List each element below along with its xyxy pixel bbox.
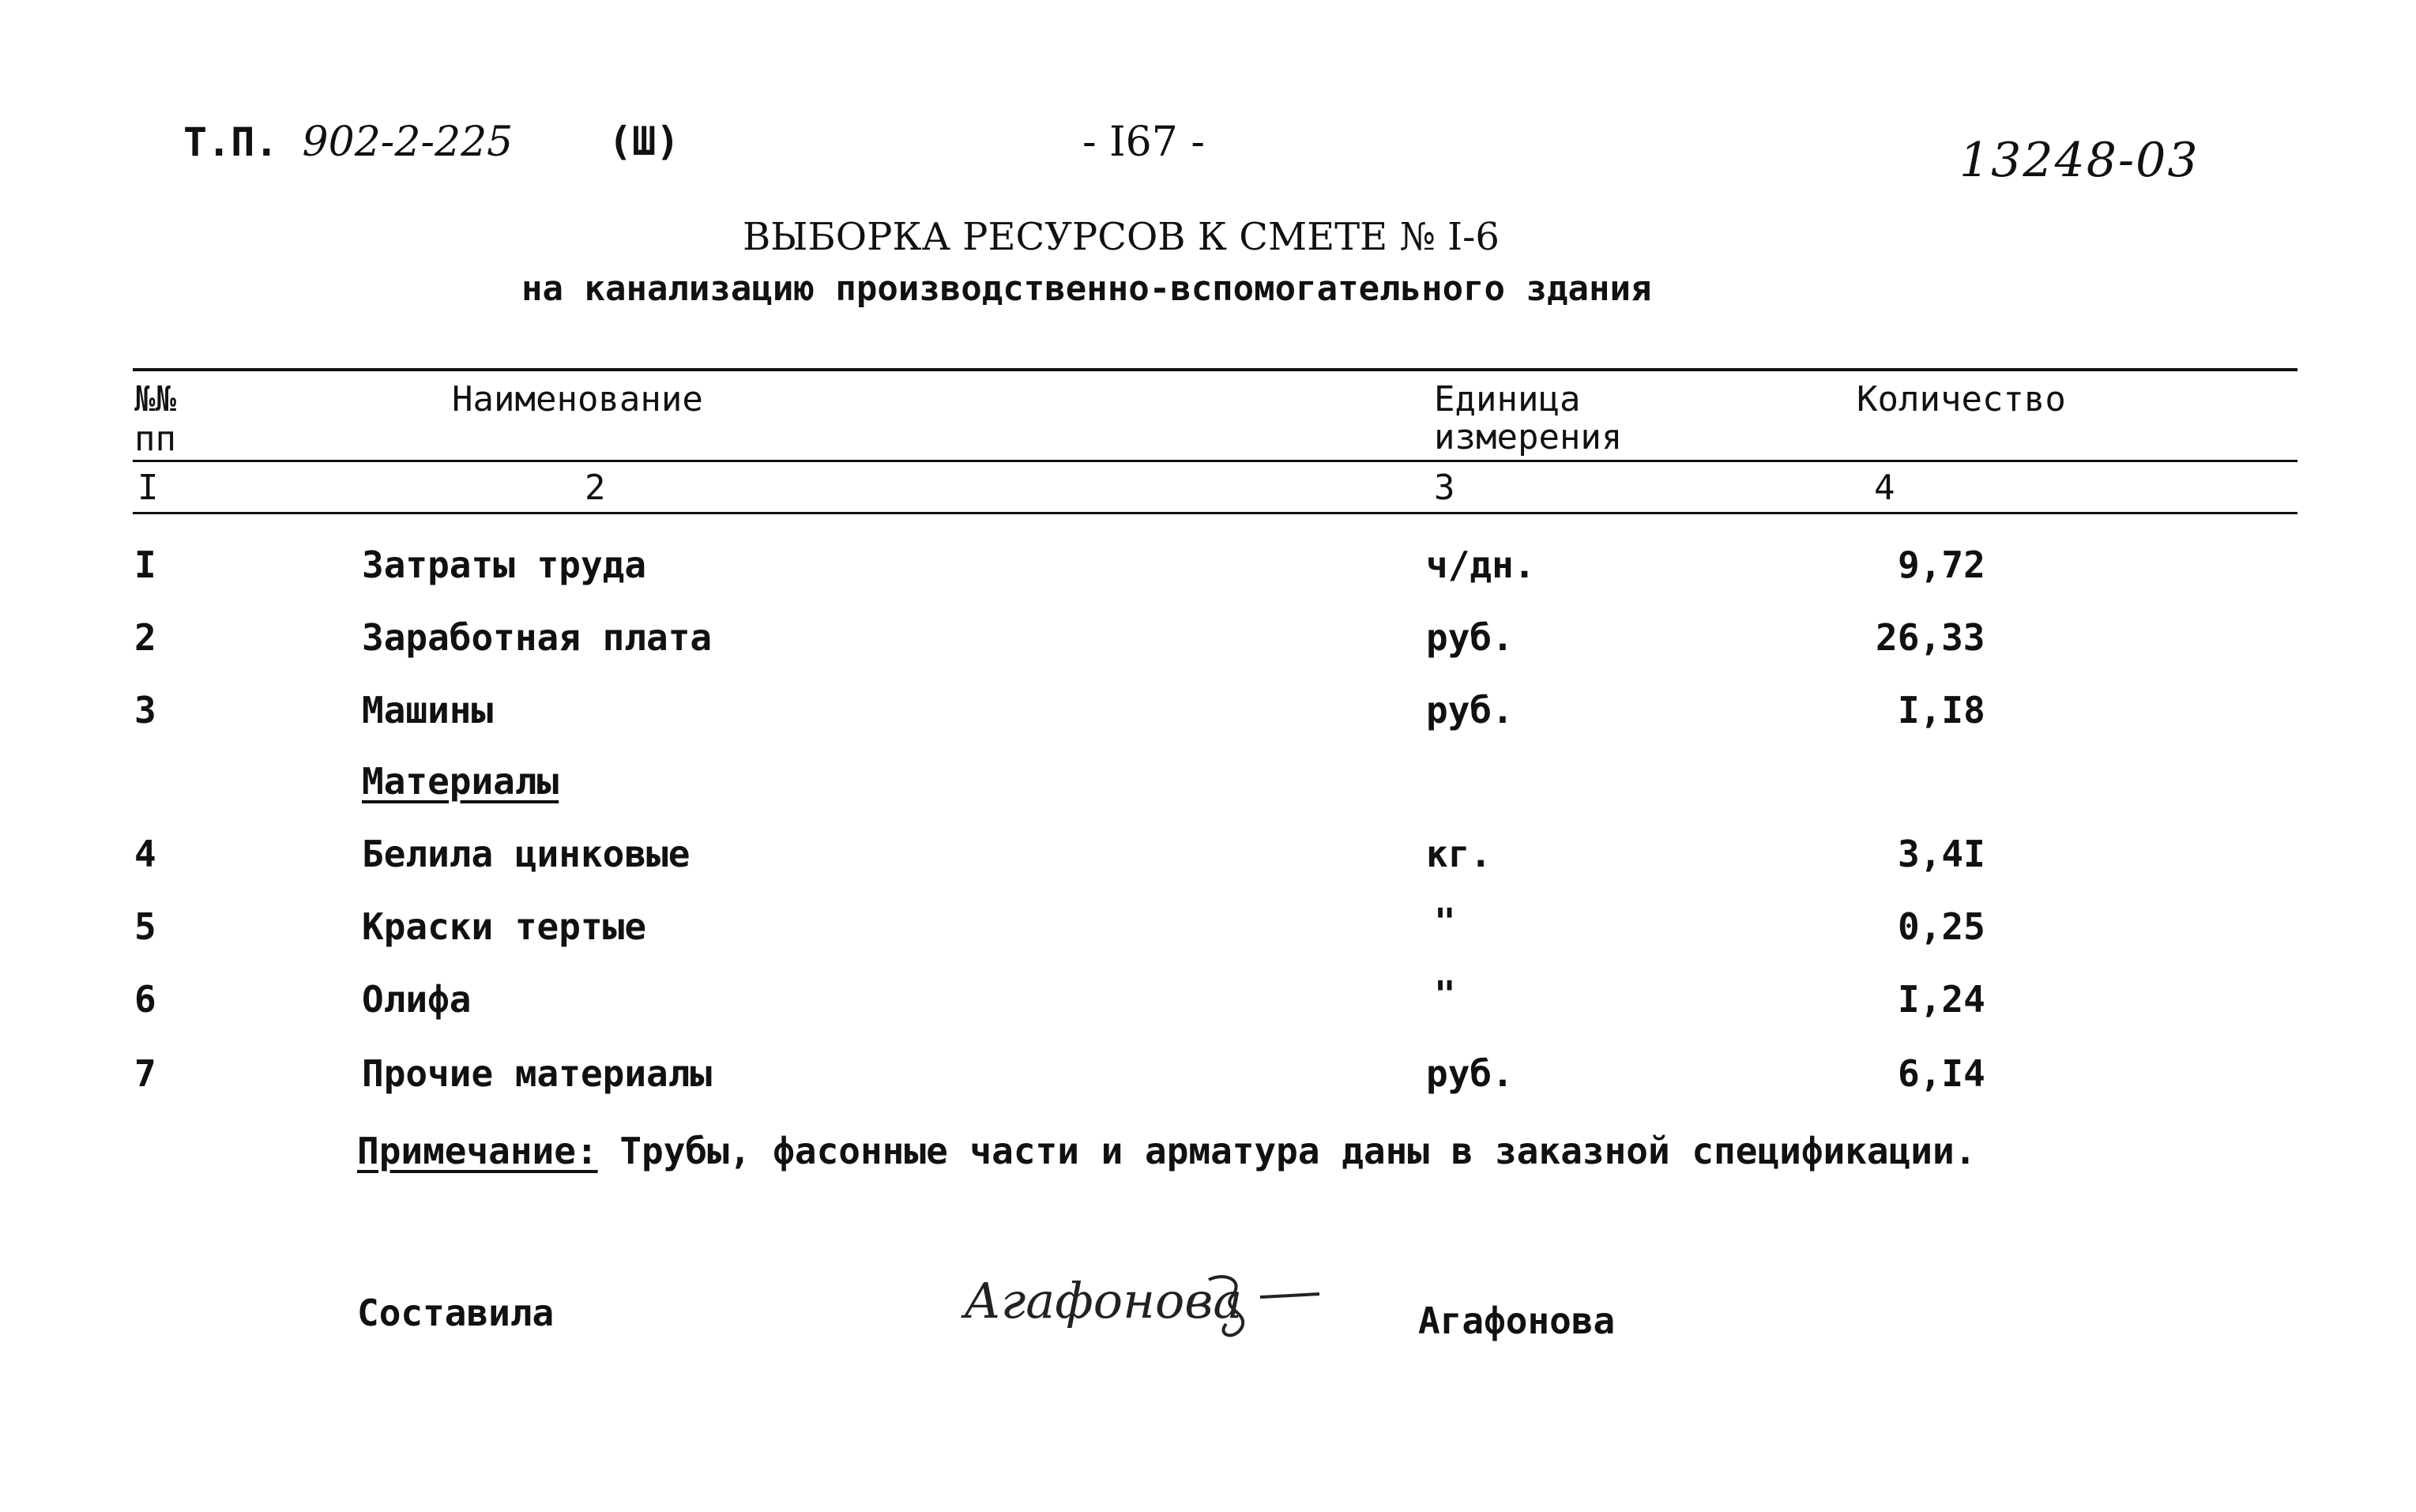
table-top-rule: [133, 368, 2297, 371]
column-number-2: 2: [585, 468, 606, 508]
row-name: Белила цинковые: [362, 833, 691, 875]
row-quantity: 0,25: [1898, 905, 1985, 948]
document-code-number: 902-2-225: [302, 118, 514, 166]
handwritten-signature: [948, 1248, 1327, 1351]
document-title: ВЫБОРКА РЕСУРСОВ К СМЕТЕ № I-6: [743, 215, 1500, 259]
row-number: 5: [134, 905, 156, 948]
row-unit: руб.: [1426, 689, 1514, 732]
footnote-text: Трубы, фасонные части и арматура даны в заказной спецификации.: [619, 1130, 1977, 1172]
row-number: 7: [134, 1052, 156, 1095]
row-quantity: 3,4I: [1898, 833, 1985, 875]
row-number: 2: [134, 616, 156, 659]
column-numbers-rule: [133, 512, 2297, 514]
inventory-number: 13248-03: [1959, 133, 2200, 188]
row-unit: руб.: [1426, 1052, 1514, 1095]
page-number: - I67 -: [1082, 118, 1205, 166]
document-code: [183, 118, 513, 166]
row-name: Затраты труда: [362, 543, 647, 586]
row-quantity: I,24: [1898, 978, 1985, 1021]
header-number-line2: пп: [134, 419, 176, 459]
row-name: Прочие материалы: [362, 1052, 713, 1095]
column-number-1: I: [137, 468, 159, 508]
row-quantity: I,I8: [1898, 689, 1985, 732]
column-number-4: 4: [1874, 468, 1895, 508]
row-name: Олифа: [362, 978, 472, 1021]
row-unit-ditto: ": [1434, 901, 1456, 943]
compiled-by-label: Составила: [357, 1292, 555, 1334]
header-number-line1: №№: [134, 379, 176, 419]
header-unit-line1: Единица: [1434, 379, 1581, 419]
row-unit: руб.: [1426, 616, 1514, 659]
section-heading-materials: Материалы: [362, 760, 559, 803]
header-quantity: Количество: [1857, 379, 2066, 419]
row-quantity: 26,33: [1876, 616, 1985, 659]
footnote: [357, 1130, 1976, 1172]
header-unit-line2: измерения: [1434, 417, 1623, 457]
row-name: Краски тертые: [362, 905, 647, 948]
row-number: 3: [134, 689, 156, 732]
row-number: 4: [134, 833, 156, 875]
footnote-label: Примечание:: [357, 1130, 598, 1172]
row-unit-ditto: ": [1434, 973, 1456, 1016]
document-code-prefix: Т.П.: [183, 119, 279, 165]
signature-text: Агафонова: [964, 1272, 1243, 1330]
signer-name: Агафонова: [1418, 1299, 1616, 1342]
column-number-3: 3: [1434, 468, 1455, 508]
header-name: Наименование: [452, 379, 703, 419]
header-bottom-rule: [133, 460, 2297, 462]
row-name: Заработная плата: [362, 616, 713, 659]
row-unit: ч/дн.: [1426, 543, 1536, 586]
row-number: 6: [134, 978, 156, 1021]
row-name: Машины: [362, 689, 494, 732]
row-quantity: 6,I4: [1898, 1052, 1985, 1095]
row-unit: кг.: [1426, 833, 1492, 875]
volume-label: (Ш): [608, 118, 680, 164]
row-number: I: [134, 543, 156, 586]
document-subtitle: на канализацию производственно-вспомогательного здания: [521, 269, 1652, 309]
row-quantity: 9,72: [1898, 543, 1985, 586]
